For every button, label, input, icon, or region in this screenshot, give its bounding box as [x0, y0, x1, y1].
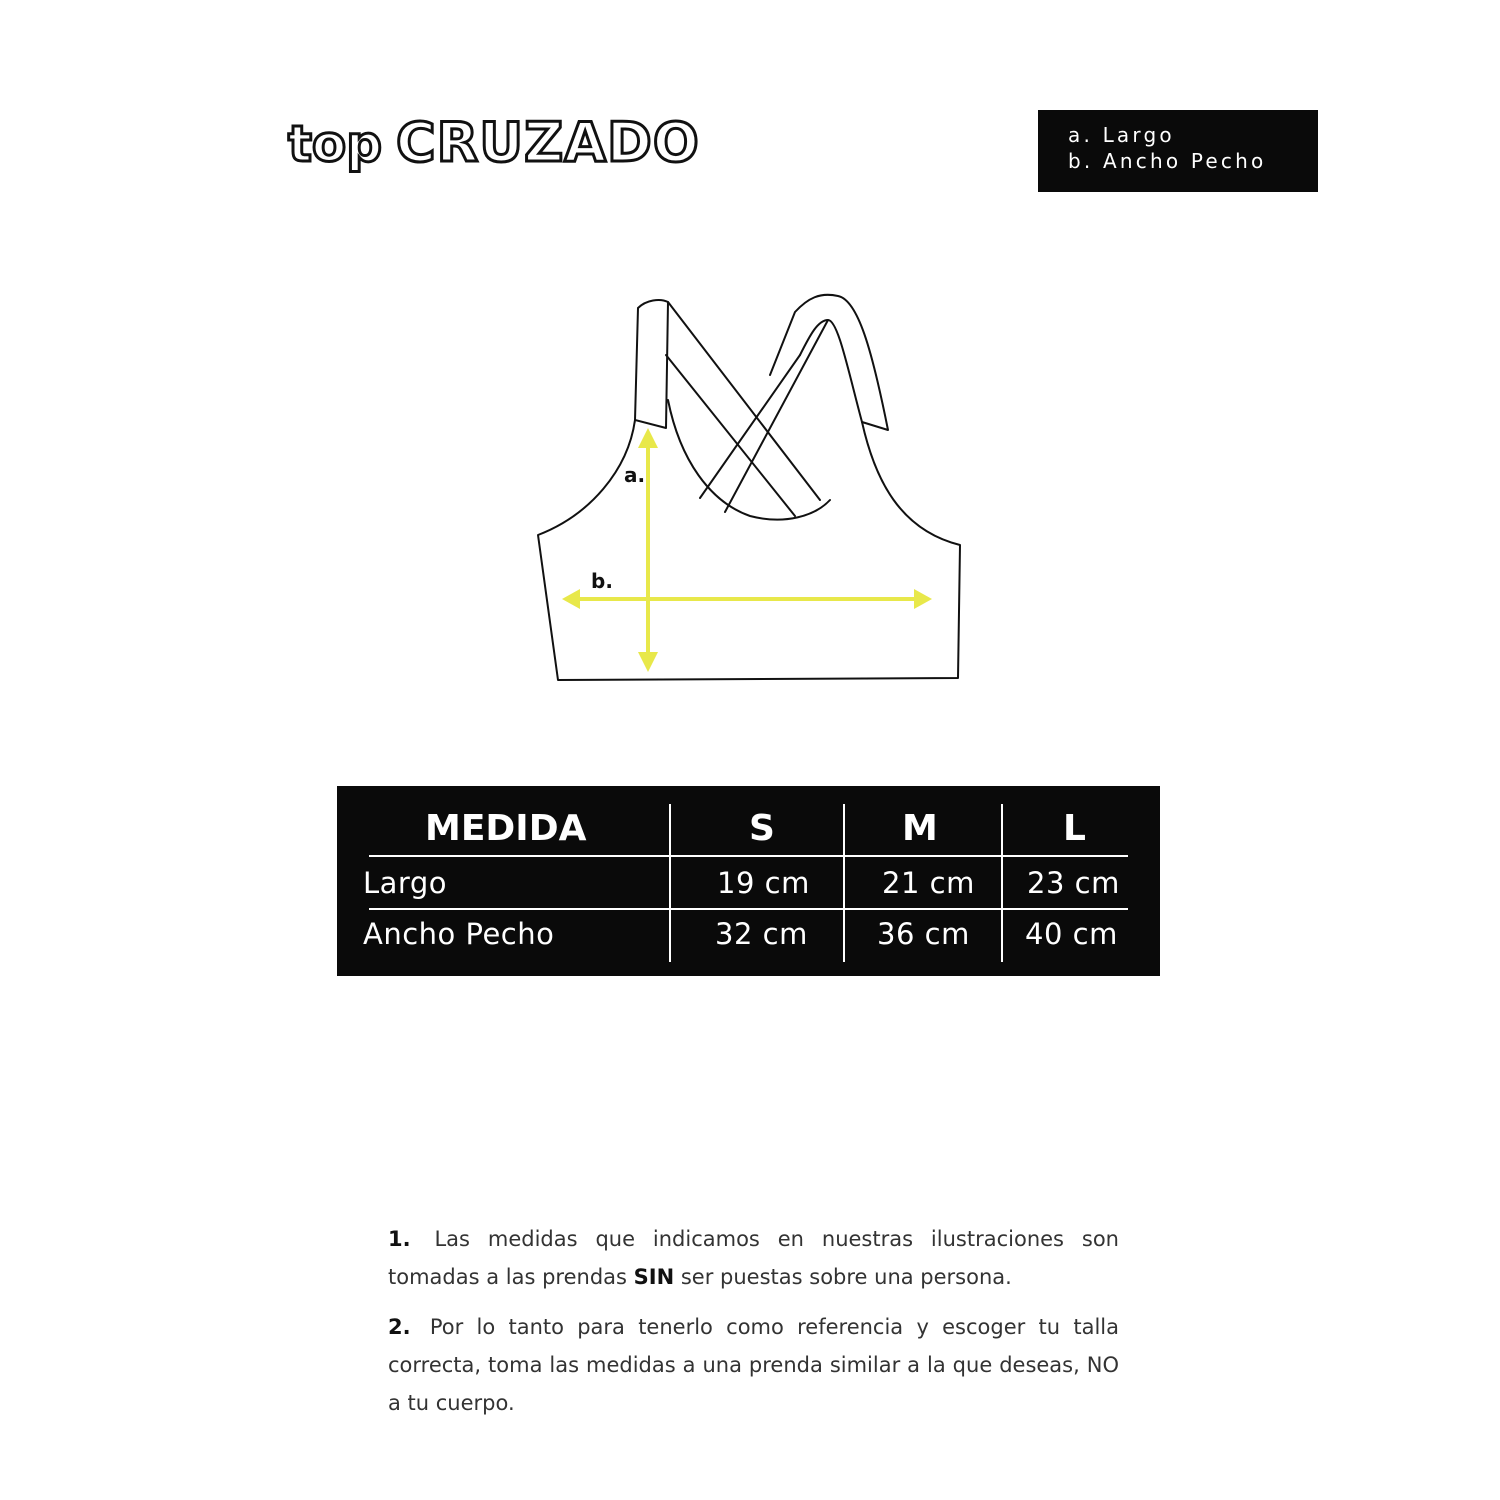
- title-small: top: [288, 115, 383, 173]
- header-m: M: [902, 808, 938, 849]
- arrow-a-head-top: [638, 428, 658, 448]
- cell-largo-s: 19 cm: [717, 866, 810, 900]
- cell-ancho-s: 32 cm: [715, 917, 808, 951]
- cell-ancho-m: 36 cm: [877, 917, 970, 951]
- note-1: [388, 1220, 1119, 1296]
- arrow-b-head-right: [914, 589, 932, 609]
- note-1-text-b: ser puestas sobre una persona.: [680, 1265, 1012, 1289]
- note-1-bold: SIN: [633, 1265, 675, 1289]
- cell-largo-l: 23 cm: [1027, 866, 1120, 900]
- cell-largo-m: 21 cm: [882, 866, 975, 900]
- row-label-largo: Largo: [363, 866, 447, 900]
- label-a: a.: [624, 463, 646, 487]
- size-table: [337, 786, 1160, 976]
- table-divider: [369, 908, 1128, 910]
- header-l: L: [1063, 808, 1086, 849]
- table-column-divider: [669, 804, 671, 962]
- title-large: CRUZADO: [396, 111, 700, 174]
- header-s: S: [749, 808, 775, 849]
- garment-outline: [538, 295, 960, 680]
- note-1-number: 1.: [388, 1227, 411, 1251]
- legend-b: b. Ancho Pecho: [1068, 149, 1267, 173]
- arrow-a-head-bottom: [638, 652, 658, 672]
- label-b: b.: [591, 569, 613, 593]
- legend-a: a. Largo: [1068, 123, 1175, 147]
- table-column-divider: [843, 804, 845, 962]
- notes: [388, 1220, 1119, 1434]
- page-title: [288, 108, 700, 178]
- garment-diagram: [520, 280, 980, 700]
- table-divider: [369, 855, 1128, 857]
- header-medida: MEDIDA: [425, 808, 587, 849]
- row-label-ancho-pecho: Ancho Pecho: [363, 917, 555, 951]
- note-2: [388, 1308, 1119, 1422]
- table-column-divider: [1001, 804, 1003, 962]
- measure-arrows: [562, 428, 932, 672]
- note-2-text: Por lo tanto para tenerlo como referencia y escoger tu talla correcta, toma las medidas a una prenda similar a la que deseas, NO a tu cuerpo.: [388, 1315, 1119, 1415]
- note-1-text-a: Las medidas que indicamos en nuestras ilustraciones son tomadas a las prendas: [388, 1227, 1119, 1289]
- measure-legend: [1038, 110, 1318, 192]
- arrow-b-head-left: [562, 589, 580, 609]
- cell-ancho-l: 40 cm: [1025, 917, 1118, 951]
- note-2-number: 2.: [388, 1315, 411, 1339]
